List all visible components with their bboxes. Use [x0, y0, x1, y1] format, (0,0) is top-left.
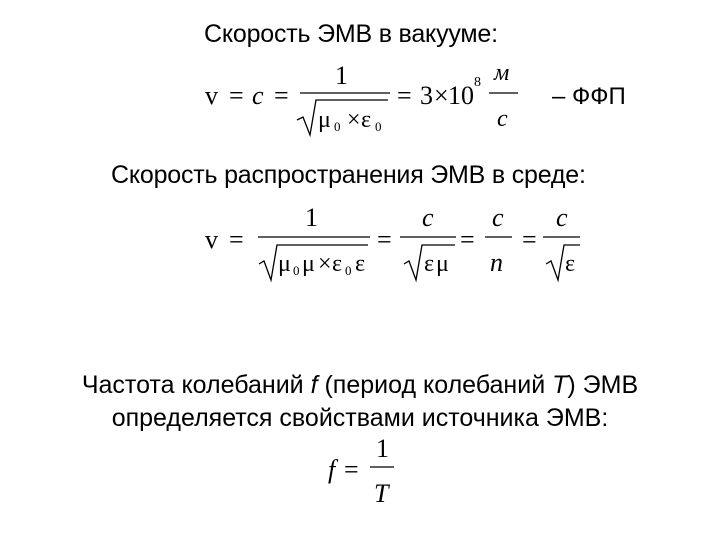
formula-eps: ε: [361, 107, 372, 133]
formula-unit-s: с: [497, 106, 508, 132]
formula2-mu0-sub: 0: [293, 263, 300, 278]
formula2-eq-4: =: [522, 225, 537, 254]
formula-times: ×: [347, 107, 361, 133]
formula2-mu-2: μ: [436, 251, 449, 277]
formula2-eps: ε: [355, 251, 366, 277]
formula2-times: ×: [318, 251, 332, 277]
formula-mu-sub: 0: [334, 119, 341, 134]
ffp-label: – ФФП: [552, 83, 626, 110]
formula2-numerator-one: 1: [305, 203, 318, 232]
vacuum-speed-heading: Скорость ЭМВ в вакууме:: [204, 20, 498, 48]
formula3-T: T: [374, 479, 389, 508]
formula-unit-m: м: [494, 60, 510, 86]
formula-exponent: 8: [474, 75, 481, 90]
formula-c: c: [252, 81, 264, 110]
frequency-f: f: [310, 371, 318, 399]
frequency-text-3: ) ЭМВ определяется свойствами источника ЭМВ:: [111, 371, 639, 432]
medium-speed-heading: Скорость распространения ЭМВ в среде:: [111, 161, 586, 189]
formula2-c-1: c: [422, 203, 434, 232]
formula2-v: v: [205, 225, 218, 254]
formula2-eq-3: =: [460, 225, 475, 254]
frequency-text-2: (период колебаний: [317, 371, 553, 399]
formula2-eps0-sub: 0: [345, 263, 352, 278]
formula-times-2: ×: [434, 81, 449, 110]
formula2-n: n: [490, 248, 503, 277]
formula2-eq-2: =: [377, 225, 392, 254]
formula2-eps-2: ε: [424, 251, 435, 277]
frequency-text-1: Частота колебаний: [81, 371, 311, 399]
formula3-f: f: [328, 455, 336, 484]
formula2-eq-1: =: [229, 225, 244, 254]
formula2-eps0: ε: [332, 251, 343, 277]
formula2-c-2: c: [492, 203, 504, 232]
formula-numerator-one: 1: [335, 61, 348, 90]
formula-eq-2: =: [274, 81, 289, 110]
formula-eq-1: =: [229, 81, 244, 110]
formula-three: 3: [420, 81, 433, 110]
frequency-T: T: [552, 371, 568, 399]
formula2-mu: μ: [302, 251, 315, 277]
formula2-mu0: μ: [278, 251, 291, 277]
formula3-one: 1: [376, 434, 389, 463]
formula3-eq: =: [344, 455, 359, 484]
formula2-eps-3: ε: [565, 251, 576, 277]
formula-ten: 10: [448, 81, 474, 110]
formula-mu: μ: [318, 107, 331, 133]
formula2-c-3: c: [556, 203, 568, 232]
formula-eq-3: =: [397, 81, 412, 110]
formula-v: v: [205, 81, 218, 110]
formula-eps-sub: 0: [375, 119, 382, 134]
